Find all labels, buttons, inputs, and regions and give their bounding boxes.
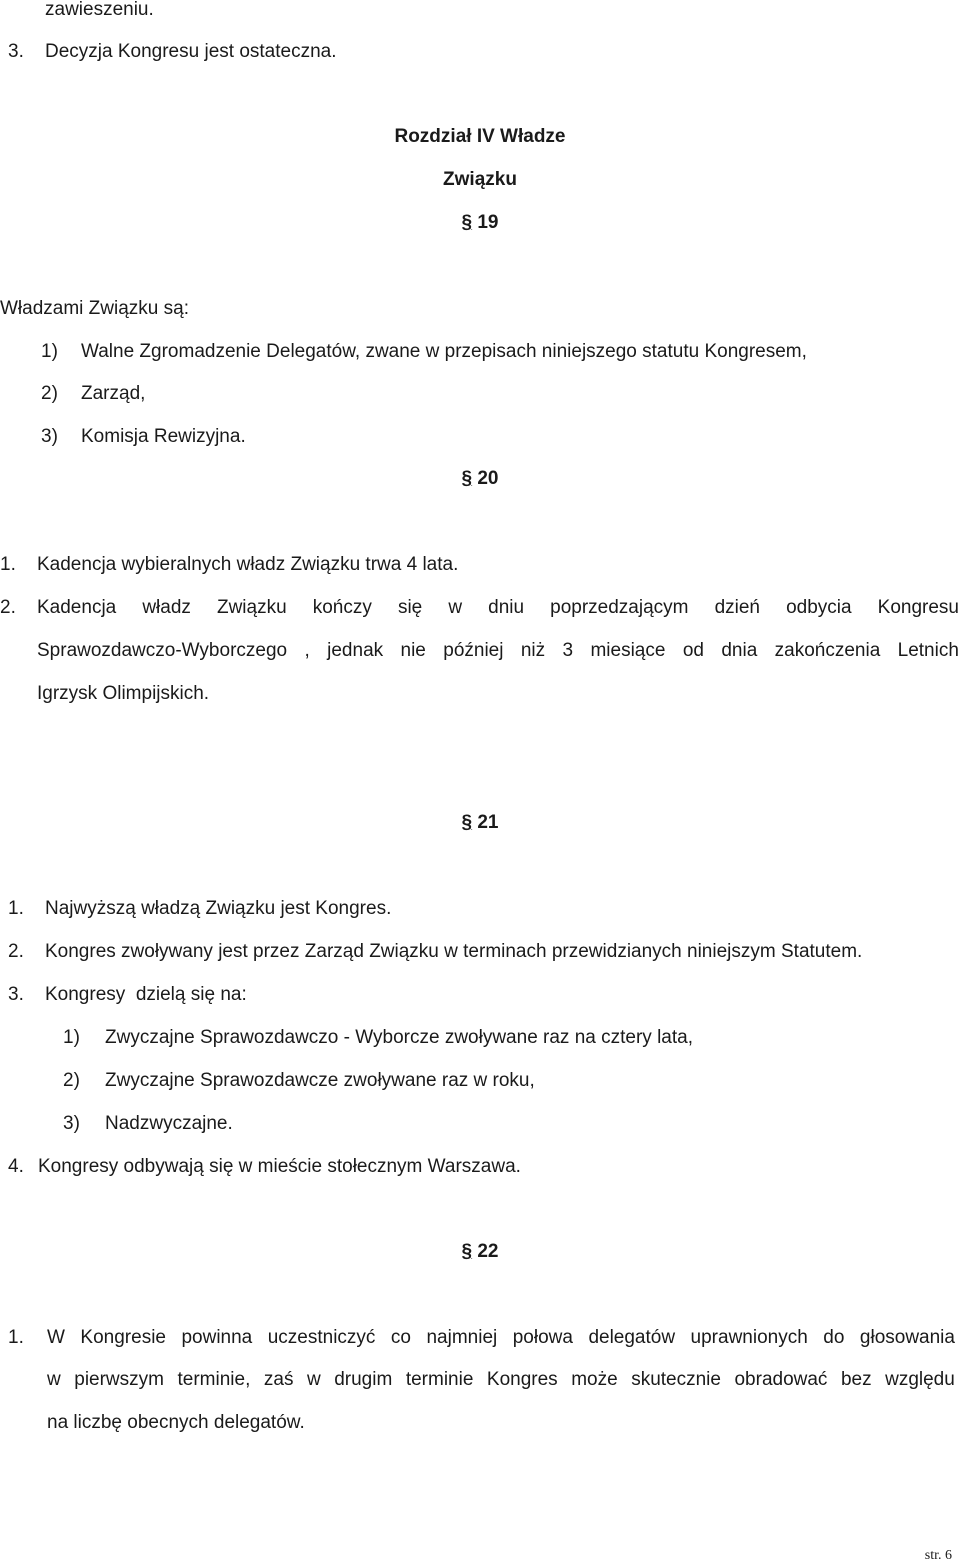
word: Sprawozdawczo-Wyborczego — [37, 640, 288, 661]
word: co — [390, 1327, 411, 1348]
word: odbycia — [786, 597, 852, 618]
paragraph-text: Kongres zwoływany jest przez Zarząd Związku w terminach przewidzianych niniejszym Statutem. — [45, 941, 863, 962]
word: w — [306, 1369, 321, 1390]
item-number: 3. — [8, 41, 24, 62]
section-mark: § — [461, 212, 473, 233]
word: względu — [885, 1369, 955, 1390]
chapter-title-continued: Związku — [443, 169, 517, 190]
word: terminie — [405, 1369, 474, 1390]
list-item-text: Komisja Rewizyjna. — [81, 426, 246, 447]
word: Kongresu — [877, 597, 959, 618]
word: Kongres — [486, 1369, 558, 1390]
paragraph-line-justified — [37, 596, 959, 620]
word: nie — [400, 640, 426, 661]
paragraph-line-justified — [47, 1368, 955, 1392]
item-text: Decyzja Kongresu jest ostateczna. — [45, 41, 337, 62]
section-mark: § — [461, 812, 473, 833]
word: od — [682, 640, 704, 661]
sub-item-text: Zwyczajne Sprawozdawcze zwoływane raz w roku, — [105, 1070, 535, 1091]
word: bez — [840, 1369, 872, 1390]
word: połowa — [512, 1327, 573, 1348]
word: obradować — [734, 1369, 828, 1390]
word: miesiące — [590, 640, 666, 661]
word: jednak — [327, 640, 384, 661]
word: pierwszym — [74, 1369, 164, 1390]
paragraph-number: 2. — [0, 597, 16, 618]
word: , — [304, 640, 310, 661]
paragraph-text: Kadencja wybieralnych władz Związku trwa 4 lata. — [37, 554, 459, 575]
sub-item-number: 2) — [63, 1070, 80, 1091]
page-number: str. 6 — [924, 1548, 952, 1563]
word: poprzedzającym — [550, 597, 689, 618]
section-number: 19 — [477, 212, 499, 233]
word: Związku — [216, 597, 287, 618]
word: uczestniczyć — [267, 1327, 376, 1348]
paragraph-number: 4. — [8, 1156, 24, 1177]
list-item-number: 1) — [41, 341, 58, 362]
paragraph-text: na liczbę obecnych delegatów. — [47, 1412, 305, 1433]
section-number: 22 — [477, 1241, 499, 1262]
sub-item-number: 1) — [63, 1027, 80, 1048]
word: dnia — [721, 640, 758, 661]
section-heading-19 — [0, 211, 960, 235]
paragraph-number: 2. — [8, 941, 24, 962]
paragraph-text: Igrzysk Olimpijskich. — [37, 683, 210, 704]
word: się — [397, 597, 423, 618]
word: głosowania — [859, 1327, 955, 1348]
word: Letnich — [897, 640, 959, 661]
paragraph-text: Kongresy odbywają się w mieście stołecznym Warszawa. — [38, 1156, 521, 1177]
word: delegatów — [588, 1327, 676, 1348]
section-mark: § — [461, 468, 473, 489]
word: w — [448, 597, 463, 618]
word: najmniej — [426, 1327, 498, 1348]
section-number: 21 — [477, 812, 499, 833]
word: dniu — [488, 597, 525, 618]
word: później — [443, 640, 504, 661]
word: władz — [142, 597, 191, 618]
word: Kadencja — [37, 597, 117, 618]
sub-item-text: Nadzwyczajne. — [105, 1113, 233, 1134]
word: może — [571, 1369, 618, 1390]
word: zaś — [263, 1369, 294, 1390]
word: terminie, — [177, 1369, 251, 1390]
paragraph-text: Najwyższą władzą Związku jest Kongres. — [45, 898, 392, 919]
sub-item-text: Zwyczajne Sprawozdawczo - Wyborcze zwoływane raz na cztery lata, — [105, 1027, 693, 1048]
list-item-number: 2) — [41, 383, 58, 404]
word: zakończenia — [774, 640, 881, 661]
section-heading-22 — [0, 1240, 960, 1264]
section-heading-20 — [0, 467, 960, 491]
word: dzień — [714, 597, 760, 618]
section-mark: § — [461, 1241, 473, 1262]
word: kończy — [312, 597, 372, 618]
paragraph-line-justified — [37, 639, 959, 663]
word: powinna — [181, 1327, 253, 1348]
word: 3 — [562, 640, 574, 661]
word: do — [823, 1327, 845, 1348]
list-item-text: Walne Zgromadzenie Delegatów, zwane w przepisach niniejszego statutu Kongresem, — [81, 341, 807, 362]
section-heading-21 — [0, 811, 960, 835]
section-number: 20 — [477, 468, 499, 489]
paragraph-line-justified — [47, 1326, 955, 1350]
word: W — [47, 1327, 65, 1348]
sub-item-number: 3) — [63, 1113, 80, 1134]
word: Kongresie — [80, 1327, 166, 1348]
paragraph-number: 3. — [8, 984, 24, 1005]
word: uprawnionych — [690, 1327, 808, 1348]
list-item-number: 3) — [41, 426, 58, 447]
chapter-title: Rozdział IV Władze — [394, 126, 566, 147]
word: w — [47, 1369, 61, 1390]
section-intro: Władzami Związku są: — [0, 298, 189, 319]
word: skutecznie — [631, 1369, 721, 1390]
continuation-text: zawieszeniu. — [45, 0, 154, 20]
paragraph-number: 1. — [0, 554, 16, 575]
word: niż — [520, 640, 546, 661]
list-item-text: Zarząd, — [81, 383, 146, 404]
paragraph-number: 1. — [8, 1327, 24, 1348]
word: drugim — [334, 1369, 393, 1390]
paragraph-number: 1. — [8, 898, 24, 919]
paragraph-text: Kongresy dzielą się na: — [45, 984, 247, 1005]
